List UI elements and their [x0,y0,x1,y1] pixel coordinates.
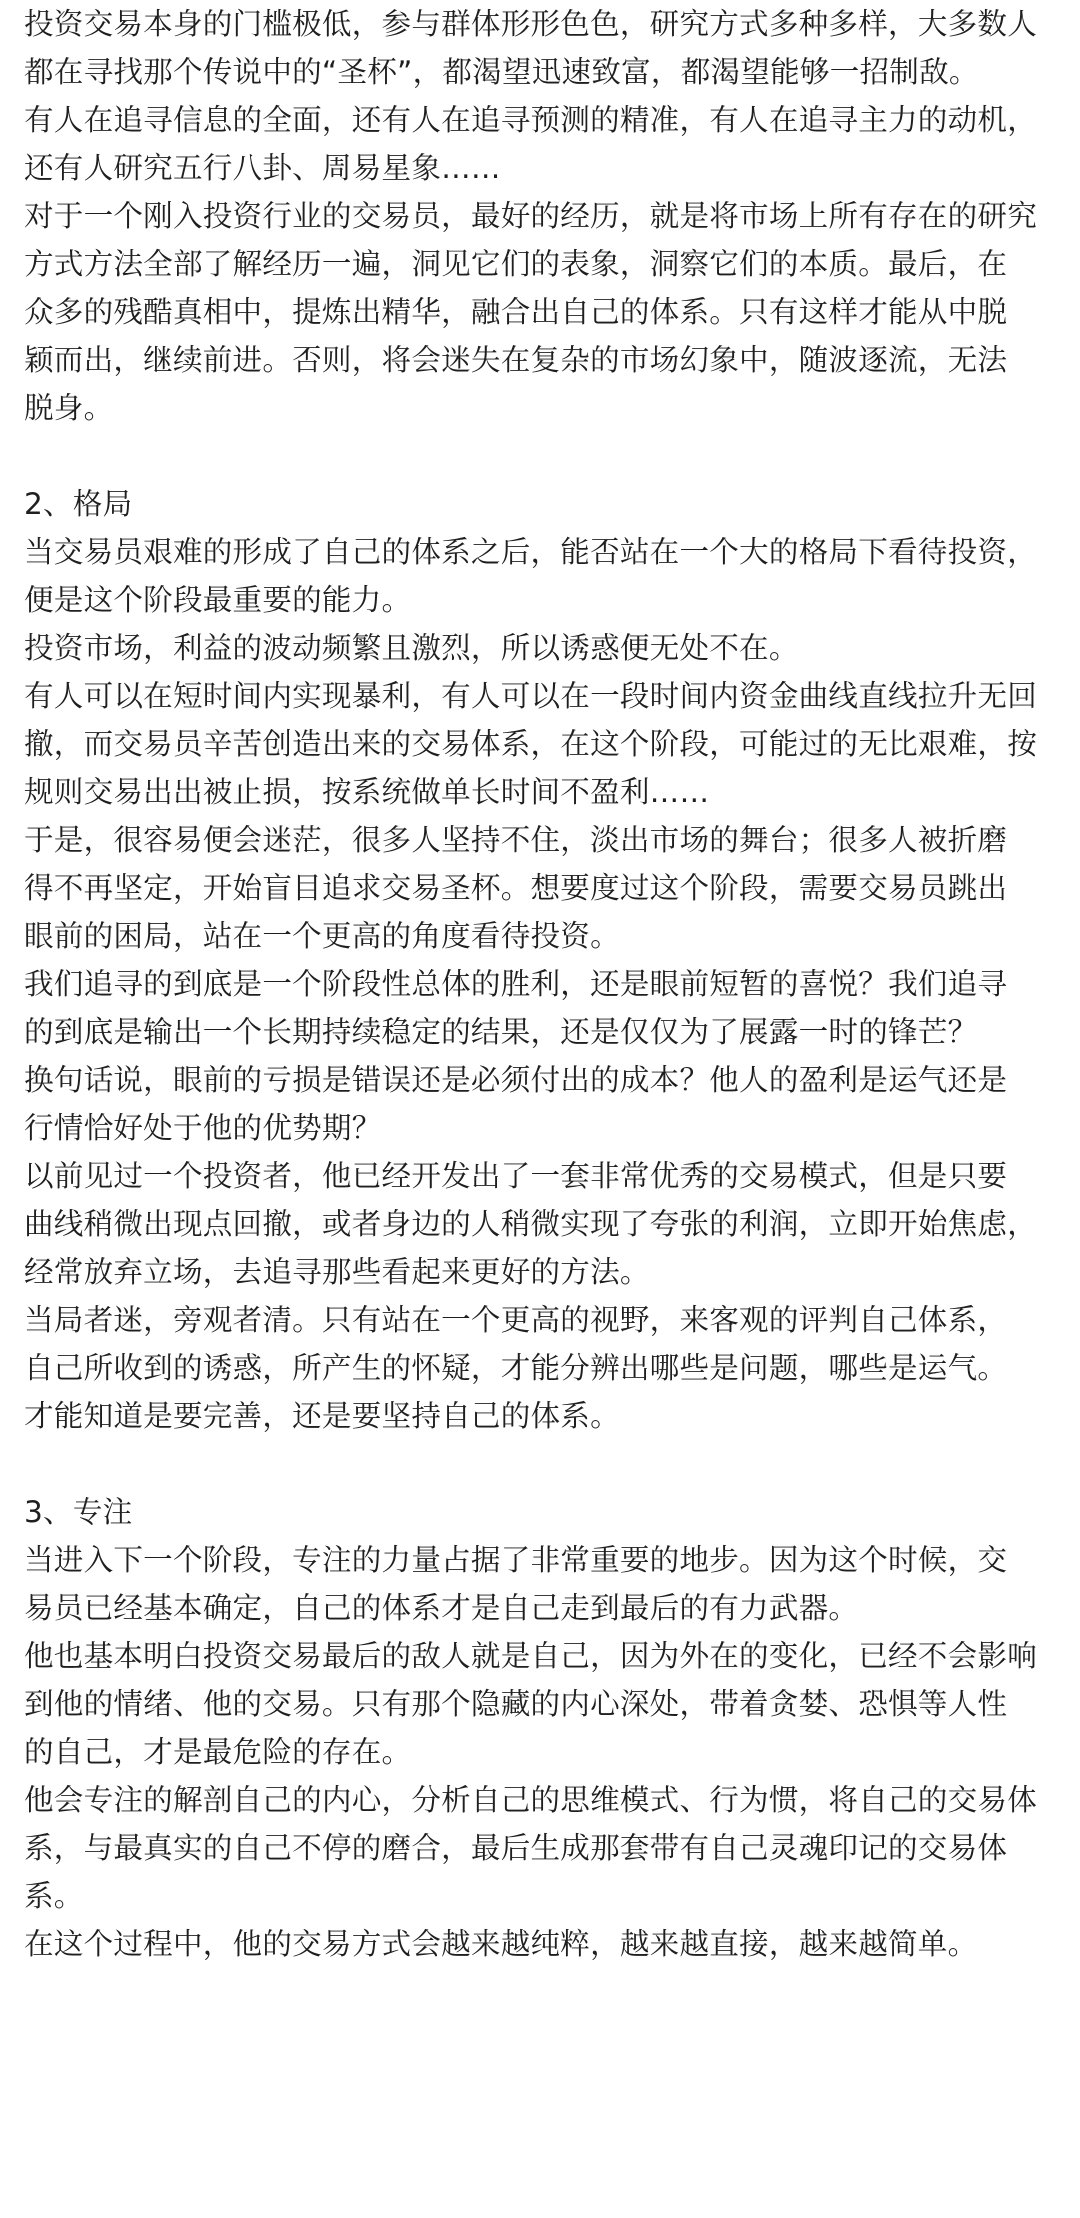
text-line: 易员已经基本确定，自己的体系才是自己走到最后的有力武器。 [24,1591,859,1625]
text-line: 换句话说，眼前的亏损是错误还是必须付出的成本？他人的盈利是运气还是 [24,1063,1008,1097]
section-heading: 2、格局 [24,487,133,521]
text-line: 以前见过一个投资者，他已经开发出了一套非常优秀的交易模式，但是只要 [24,1159,1008,1193]
text-line: 便是这个阶段最重要的能力。 [24,583,412,617]
text-line: 撤，而交易员辛苦创造出来的交易体系，在这个阶段，可能过的无比艰难，按 [24,727,1037,761]
text-line: 他也基本明白投资交易最后的敌人就是自己，因为外在的变化，已经不会影响 [24,1639,1037,1673]
text-line: 的自己，才是最危险的存在。 [24,1735,412,1769]
paragraph-spacer [24,1440,1064,1488]
text-line: 他会专注的解剖自己的内心，分析自己的思维模式、行为惯，将自己的交易体 [24,1783,1037,1817]
text-line: 有人可以在短时间内实现暴利，有人可以在一段时间内资金曲线直线拉升无回 [24,679,1037,713]
text-line: 规则交易出出被止损，按系统做单长时间不盈利…… [24,775,710,809]
text-line: 系，与最真实的自己不停的磨合，最后生成那套带有自己灵魂印记的交易体 [24,1831,1008,1865]
text-line: 经常放弃立场，去追寻那些看起来更好的方法。 [24,1255,650,1289]
intro-paragraphs [24,0,1064,432]
text-line: 方式方法全部了解经历一遍，洞见它们的表象，洞察它们的本质。最后，在 [24,247,1008,281]
text-line: 才能知道是要完善，还是要坚持自己的体系。 [24,1399,620,1433]
text-line: 行情恰好处于他的优势期？ [24,1111,382,1145]
text-line: 脱身。 [24,391,114,425]
text-line: 颖而出，继续前进。否则，将会迷失在复杂的市场幻象中，随波逐流，无法 [24,343,1008,377]
text-line: 的到底是输出一个长期持续稳定的结果，还是仅仅为了展露一时的锋芒？ [24,1015,978,1049]
text-line: 投资交易本身的门槛极低，参与群体形形色色，研究方式多种多样，大多数人 [24,7,1037,41]
section-3 [24,1488,1064,1968]
text-line: 有人在追寻信息的全面，还有人在追寻预测的精准，有人在追寻主力的动机， [24,103,1037,137]
text-line: 得不再坚定，开始盲目追求交易圣杯。想要度过这个阶段，需要交易员跳出 [24,871,1008,905]
text-line: 当交易员艰难的形成了自己的体系之后，能否站在一个大的格局下看待投资， [24,535,1037,569]
text-line: 当局者迷，旁观者清。只有站在一个更高的视野，来客观的评判自己体系， [24,1303,1008,1337]
text-line: 众多的残酷真相中，提炼出精华，融合出自己的体系。只有这样才能从中脱 [24,295,1008,329]
text-line: 系。 [24,1879,84,1913]
section-heading: 3、专注 [24,1495,133,1529]
text-line: 眼前的困局，站在一个更高的角度看待投资。 [24,919,620,953]
text-line: 当进入下一个阶段，专注的力量占据了非常重要的地步。因为这个时候，交 [24,1543,1008,1577]
text-line: 于是，很容易便会迷茫，很多人坚持不住，淡出市场的舞台；很多人被折磨 [24,823,1008,857]
article-body [24,0,1064,1968]
text-line: 我们追寻的到底是一个阶段性总体的胜利，还是眼前短暂的喜悦？我们追寻 [24,967,1008,1001]
section-2 [24,480,1064,1440]
text-line: 对于一个刚入投资行业的交易员，最好的经历，就是将市场上所有存在的研究 [24,199,1037,233]
text-line: 还有人研究五行八卦、周易星象…… [24,151,501,185]
text-line: 曲线稍微出现点回撤，或者身边的人稍微实现了夸张的利润，立即开始焦虑， [24,1207,1037,1241]
text-line: 在这个过程中，他的交易方式会越来越纯粹，越来越直接，越来越简单。 [24,1927,978,1961]
text-line: 到他的情绪、他的交易。只有那个隐藏的内心深处，带着贪婪、恐惧等人性 [24,1687,1008,1721]
text-line: 自己所收到的诱惑，所产生的怀疑，才能分辨出哪些是问题，哪些是运气。 [24,1351,1008,1385]
paragraph-spacer [24,432,1064,480]
text-line: 投资市场，利益的波动频繁且激烈，所以诱惑便无处不在。 [24,631,799,665]
text-line: 都在寻找那个传说中的“圣杯”，都渴望迅速致富，都渴望能够一招制敌。 [24,55,979,89]
